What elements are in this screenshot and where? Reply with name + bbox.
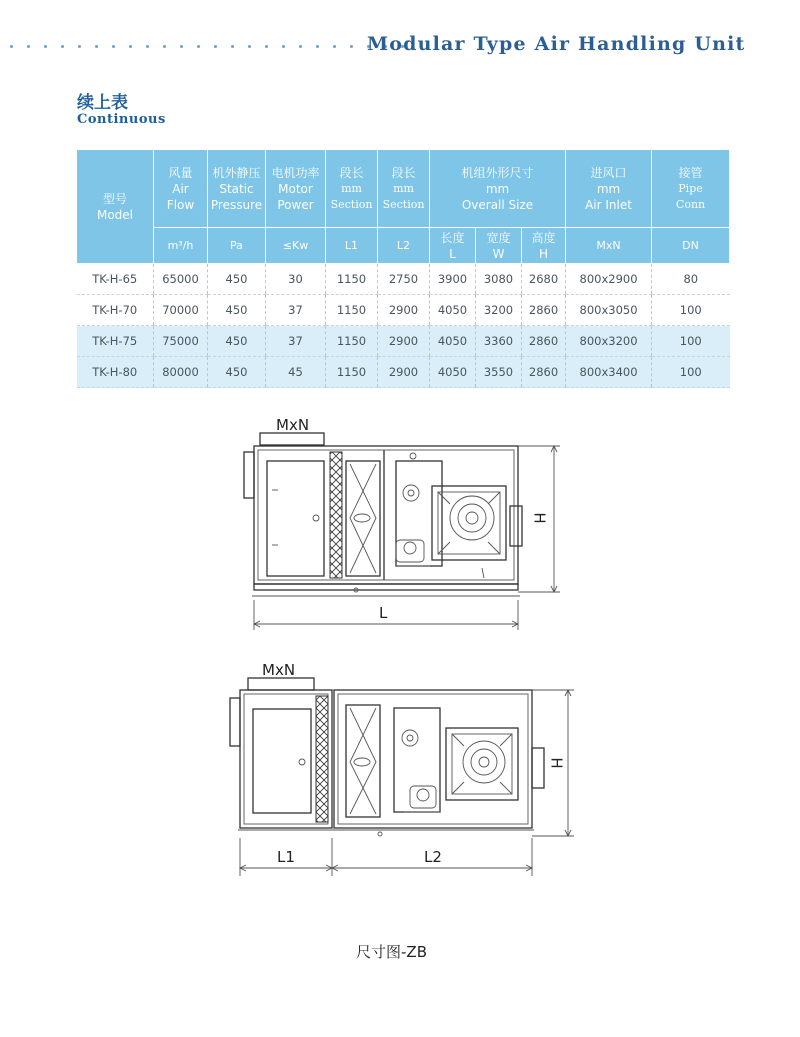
unit-width: 宽度 W [476,228,522,264]
unit-length: 长度 L [430,228,476,264]
header-pipe-conn: 接管 Pipe Conn [652,150,730,228]
unit-power: ≤Kw [266,228,326,264]
header-static-pressure: 机外静压 Static Pressure [208,150,266,228]
header-section-l1: 段长 mm Section [326,150,378,228]
header-air-flow: 风量 Air Flow [154,150,208,228]
drawing-1-unit [244,433,560,630]
table-row: TK-H-75 75000 450 37 1150 2900 4050 3360 2860 800x3200 100 [77,326,730,357]
header-air-inlet: 进风口 mm Air Inlet [566,150,652,228]
unit-l2: L2 [378,228,430,264]
unit-dn: DN [652,228,730,264]
unit-l1: L1 [326,228,378,264]
table-row: TK-H-80 80000 450 45 1150 2900 4050 3550 2860 800x3400 100 [77,357,730,388]
drawing-2-l1-label: L1 [277,848,295,866]
header-section-l2: 段长 mm Section [378,150,430,228]
unit-pressure: Pa [208,228,266,264]
page-header-title: Modular Type Air Handling Unit [367,33,746,55]
section-title-en: Continuous [77,112,166,127]
unit-height: 高度 H [522,228,566,264]
drawing-2-inlet-label: MxN [262,661,296,679]
drawing-1-height-label: H [530,512,549,524]
header-motor-power: 电机功率 Motor Power [266,150,326,228]
drawing-2-height-label: H [547,757,566,769]
drawing-2-l2-label: L2 [424,848,442,866]
unit-inlet: MxN [566,228,652,264]
drawing-1-length-label: L [379,604,388,622]
header-overall-size: 机组外形尺寸 mm Overall Size [430,150,566,228]
drawing-2-unit [230,678,574,876]
figure-caption: 尺寸图-ZB [356,943,427,961]
table-row: TK-H-65 65000 450 30 1150 2750 3900 3080 2680 800x2900 80 [77,264,730,295]
unit-air-flow: m³/h [154,228,208,264]
table-row: TK-H-70 70000 450 37 1150 2900 4050 3200 2860 800x3050 100 [77,295,730,326]
section-title-cn: 续上表 [77,93,128,113]
drawing-1-inlet-label: MxN [276,416,310,434]
header-model: 型号 Model [77,150,154,264]
